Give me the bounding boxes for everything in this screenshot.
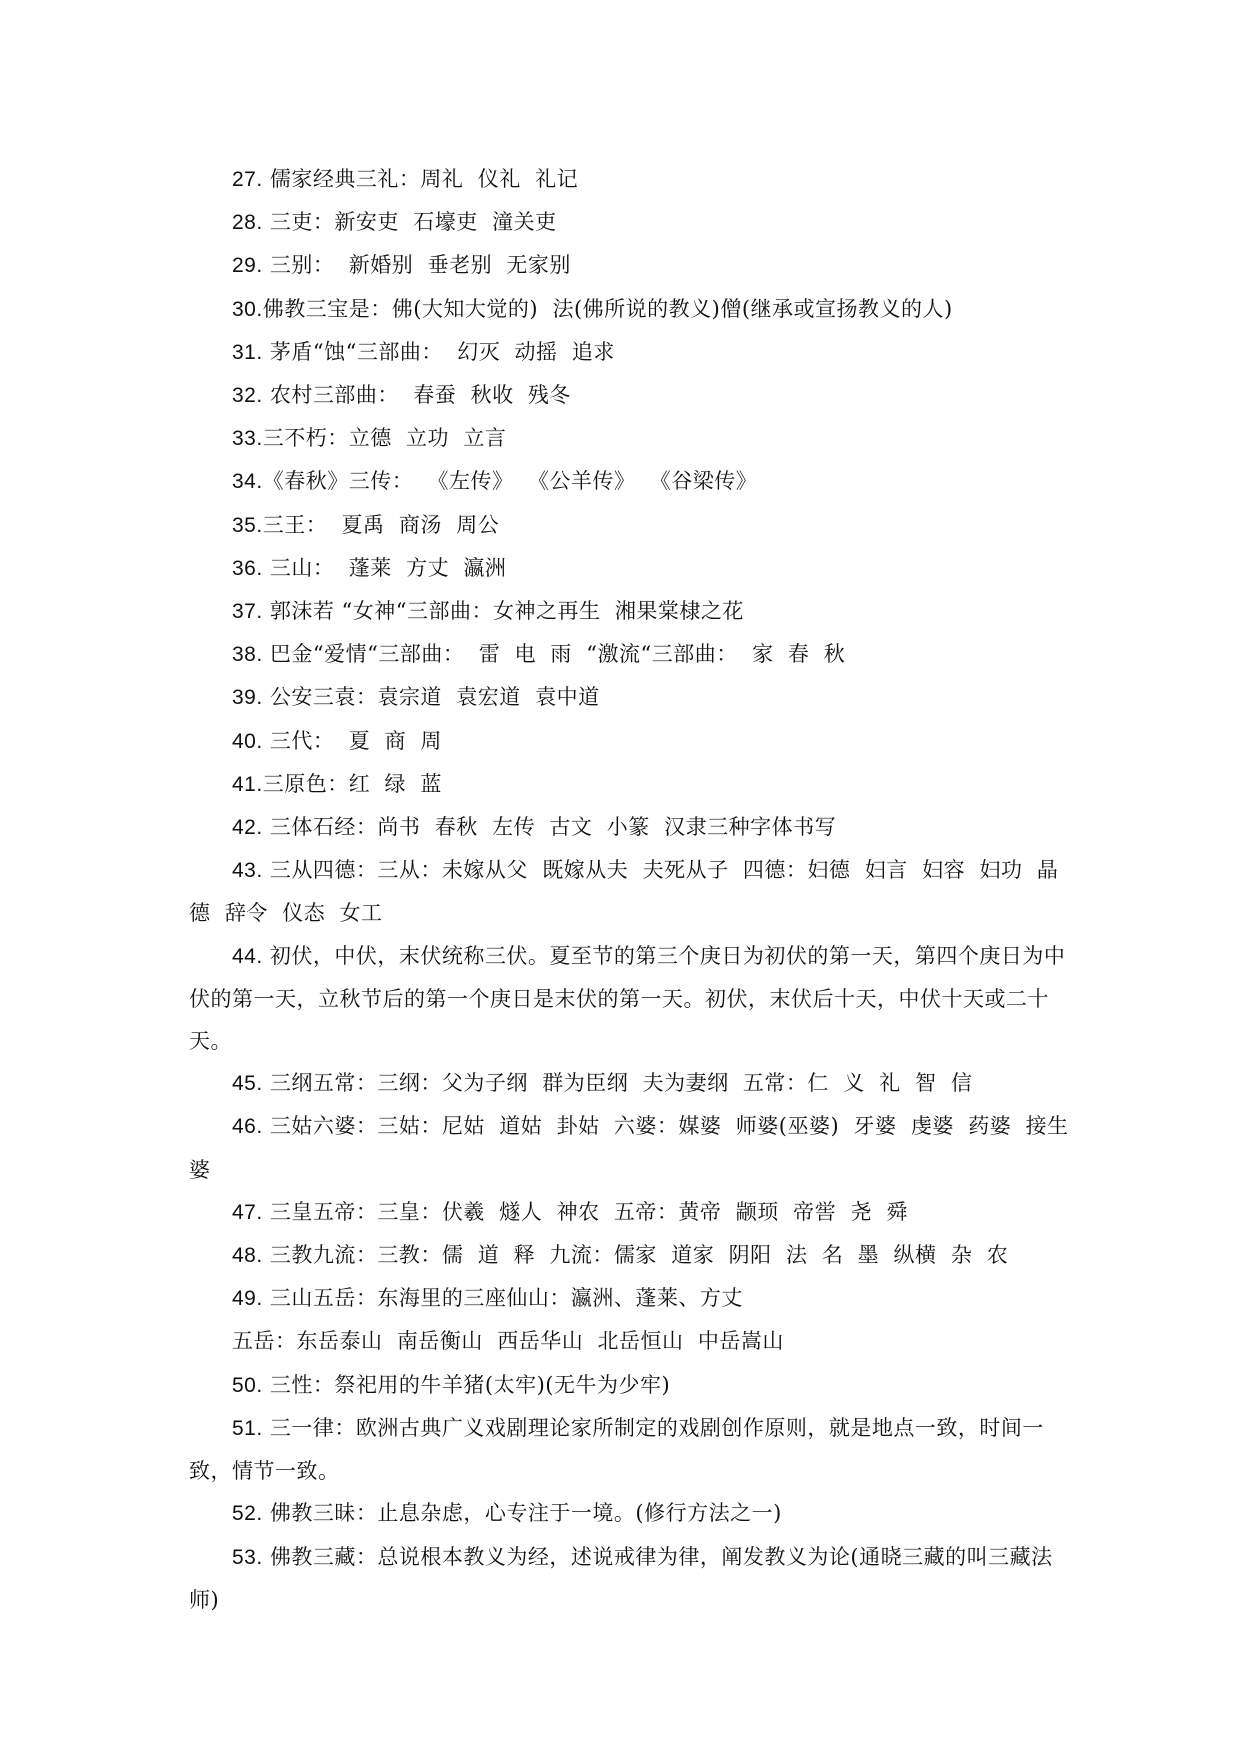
- item-text: 三王： 夏禹 商汤 周公: [262, 512, 500, 537]
- item-text: 三姑六婆：三姑：尼姑 道姑 卦姑 六婆：媒婆 师婆(巫婆) 牙婆 虔婆 药婆 接生婆: [189, 1114, 1069, 1182]
- item-text: 茅盾“蚀“三部曲： 幻灭 动摇 追求: [262, 339, 615, 364]
- list-item: [189, 633, 1069, 676]
- list-item: [189, 590, 1069, 633]
- item-number: 44.: [232, 944, 263, 968]
- list-item: [189, 720, 1069, 763]
- item-number: 43.: [232, 859, 263, 883]
- item-number: 51.: [232, 1416, 263, 1440]
- list-item: [189, 1191, 1069, 1234]
- item-number: 28.: [232, 211, 263, 235]
- item-number: 29.: [232, 254, 263, 278]
- item-number: 49.: [232, 1287, 263, 1311]
- item-number: 39.: [232, 686, 263, 710]
- item-number: 47.: [232, 1200, 263, 1224]
- item-number: 34.: [232, 470, 263, 494]
- item-number: 27.: [232, 168, 263, 191]
- item-text: 农村三部曲： 春蚕 秋收 残冬: [262, 383, 571, 408]
- list-item: [189, 201, 1069, 244]
- list-item: [189, 849, 1069, 934]
- list-item: [189, 244, 1069, 287]
- item-text: 三从四德：三从：未嫁从父 既嫁从夫 夫死从子 四德：妇德 妇言 妇容 妇功 晶德 辞令 仪态 女工: [189, 858, 1059, 926]
- list-item-continuation: [189, 1320, 1069, 1363]
- item-text: 五岳：东岳泰山 南岳衡山 西岳华山 北岳恒山 中岳嵩山: [232, 1329, 784, 1354]
- list-item: [189, 1105, 1069, 1190]
- list-item: [189, 1492, 1069, 1535]
- item-text: 三代： 夏 商 周: [262, 728, 442, 753]
- list-item: [189, 504, 1069, 547]
- item-text: 郭沫若 “女神“三部曲：女神之再生 湘果棠棣之花: [262, 599, 744, 624]
- item-number: 46.: [232, 1115, 263, 1139]
- item-number: 48.: [232, 1244, 263, 1268]
- list-item: [189, 676, 1069, 719]
- item-number: 40.: [232, 729, 263, 753]
- list-item: [189, 374, 1069, 417]
- item-text: 三教九流：三教：儒 道 释 九流：儒家 道家 阴阳 法 名 墨 纵横 杂 农: [262, 1243, 1009, 1268]
- list-item: [189, 1062, 1069, 1105]
- item-text: 《春秋》三传： 《左传》 《公羊传》 《谷梁传》: [262, 469, 758, 494]
- item-number: 32.: [232, 384, 263, 408]
- list-item: [189, 460, 1069, 503]
- item-text: 三不朽：立德 立功 立言: [262, 426, 507, 451]
- item-number: 37.: [232, 600, 263, 624]
- item-text: 三纲五常：三纲：父为子纲 群为臣纲 夫为妻纲 五常：仁 义 礼 智 信: [262, 1071, 973, 1096]
- item-text: 儒家经典三礼：周礼 仪礼 礼记: [262, 167, 579, 191]
- item-text: 佛教三宝是：佛(大知大觉的) 法(佛所说的教义)僧(继承或宣扬教义的人): [262, 296, 953, 321]
- item-text: 三皇五帝：三皇：伏羲 燧人 神农 五帝：黄帝 颛顼 帝喾 尧 舜: [262, 1199, 908, 1224]
- item-number: 31.: [232, 340, 263, 364]
- item-number: 33.: [232, 427, 263, 451]
- item-number: 38.: [232, 643, 263, 667]
- list-item: [189, 1407, 1069, 1492]
- list-item: [189, 1536, 1069, 1621]
- item-text: 佛教三昧：止息杂虑，心专注于一境。(修行方法之一): [262, 1501, 782, 1526]
- item-number: 50.: [232, 1373, 263, 1397]
- list-item: [189, 1234, 1069, 1277]
- item-number: 36.: [232, 556, 263, 580]
- list-item: [189, 806, 1069, 849]
- list-item: [189, 331, 1069, 374]
- item-number: 52.: [232, 1502, 263, 1526]
- item-number: 41.: [232, 772, 263, 796]
- list-item: [189, 763, 1069, 806]
- item-text: 三山五岳：东海里的三座仙山：瀛洲、蓬莱、方丈: [262, 1286, 743, 1311]
- item-text: 三一律：欧洲古典广义戏剧理论家所制定的戏剧创作原则，就是地点一致，时间一致，情节一致。: [189, 1415, 1044, 1484]
- list-item: [189, 935, 1069, 1063]
- item-text: 巴金“爱情“三部曲： 雷 电 雨 “激流“三部曲： 家 春 秋: [262, 642, 846, 667]
- item-number: 45.: [232, 1072, 263, 1096]
- list-item: [189, 417, 1069, 460]
- item-number: 30.: [232, 297, 263, 321]
- item-text: 三山： 蓬莱 方丈 瀛洲: [262, 555, 507, 580]
- item-text: 三吏：新安吏 石壕吏 潼关吏: [262, 210, 557, 235]
- document-body: [189, 158, 1069, 1621]
- item-text: 三别： 新婚别 垂老别 无家别: [262, 253, 571, 278]
- item-text: 佛教三藏：总说根本教义为经，述说戒律为律，阐发教义为论(通晓三藏的叫三藏法师): [189, 1544, 1053, 1612]
- list-item: [189, 158, 1069, 201]
- item-text: 三性：祭祀用的牛羊猪(太牢)(无牛为少牢): [262, 1372, 671, 1397]
- list-item: [189, 288, 1069, 331]
- item-text: 三原色：红 绿 蓝: [262, 771, 442, 796]
- list-item: [189, 1364, 1069, 1407]
- item-text: 初伏，中伏，末伏统称三伏。夏至节的第三个庚日为初伏的第一天，第四个庚日为中伏的第一天，立秋节后的第一个庚日是末伏的第一天。初伏，末伏后十天，中伏十天或二十天。: [189, 943, 1066, 1054]
- item-text: 公安三袁：袁宗道 袁宏道 袁中道: [262, 685, 600, 710]
- item-text: 三体石经：尚书 春秋 左传 古文 小篆 汉隶三种字体书写: [262, 815, 837, 840]
- item-number: 35.: [232, 513, 263, 537]
- item-number: 42.: [232, 816, 263, 840]
- list-item: [189, 1277, 1069, 1320]
- item-number: 53.: [232, 1545, 263, 1569]
- list-item: [189, 547, 1069, 590]
